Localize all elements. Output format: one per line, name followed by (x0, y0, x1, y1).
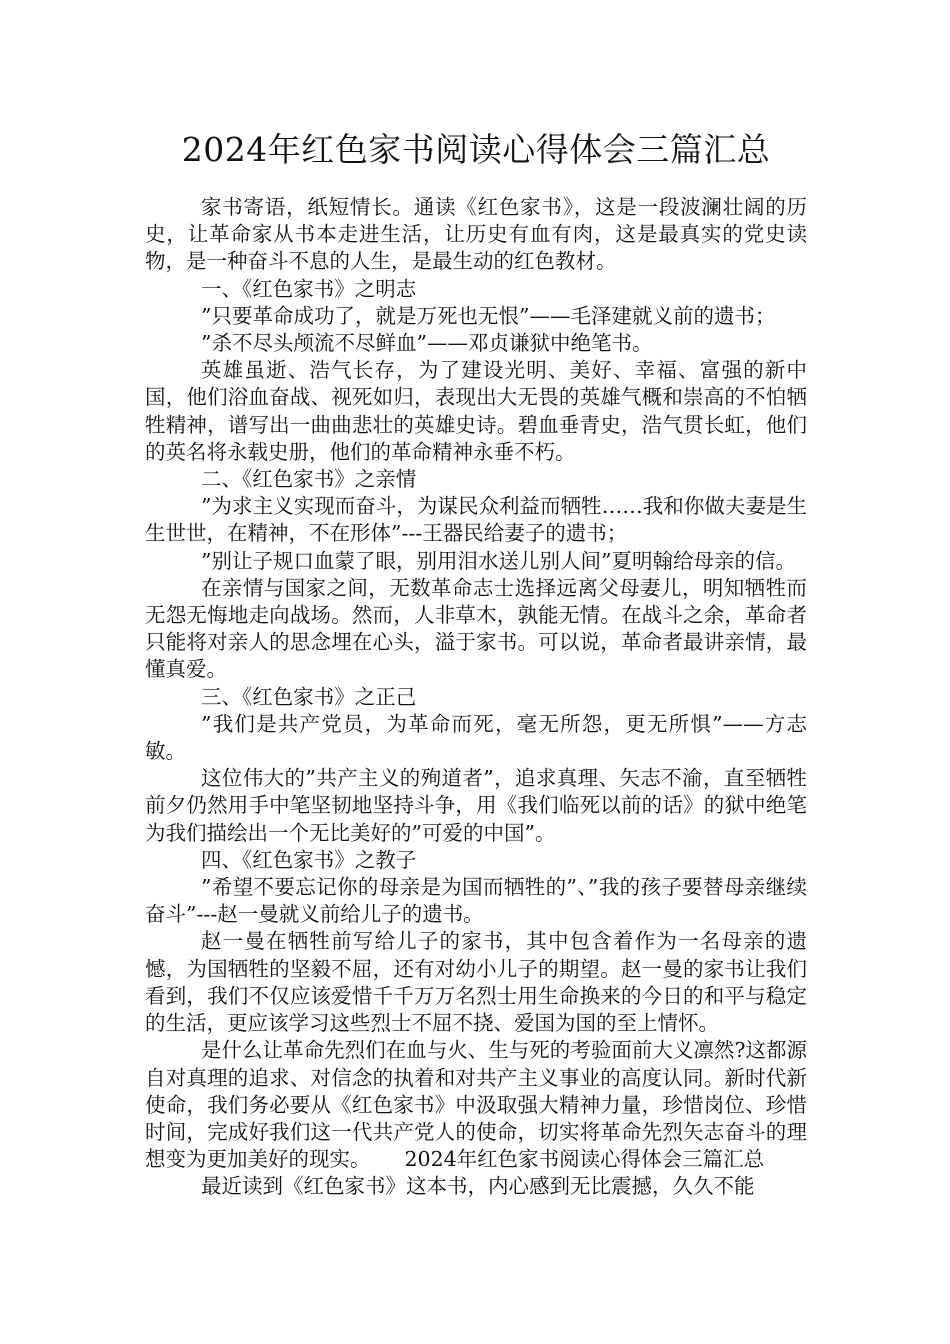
body-paragraph-conclusion (145, 1037, 807, 1173)
body-paragraph: 这位伟大的”共产主义的殉道者”，追求真理、矢志不渝，直至牺牲前夕仍然用手中笔坚韧地坚持斗争，用《我们临死以前的话》的狱中绝笔为我们描绘出一个无比美好的”可爱的中国”。 (145, 766, 807, 845)
quote-paragraph: ”希望不要忘记你的母亲是为国而牺牲的”、”我的孩子要替母亲继续奋斗”---赵一曼就义前给儿子的遗书。 (145, 875, 807, 927)
heading-section-4: 四、《红色家书》之教子 (201, 847, 417, 872)
document-page (145, 128, 807, 1201)
quote-paragraph: ”只要革命成功了，就是万死也无恨”——毛泽建就义前的遗书； (201, 303, 776, 328)
quote-paragraph: ”为求主义实现而奋斗，为谋民众利益而牺牲……我和你做夫妻是生生世世，在精神，不在形体”---王器民给妻子的遗书； (145, 494, 807, 546)
body-paragraph: 在亲情与国家之间，无数革命志士选择远离父母妻儿，明知牺牲而无怨无悔地走向战场。然而，人非草木，孰能无情。在战斗之余，革命者只能将对亲人的思念埋在心头，溢于家书。可以说，革命者最讲亲情，最懂真爱。 (145, 575, 807, 682)
conclusion-text: 是什么让革命先烈们在血与火、生与死的考验面前大义凛然?这都源自对真理的追求、对信念的执着和对共产主义事业的高度认同。新时代新使命，我们务必要从《红色家书》中汲取强大精神力量，珍惜岗位、珍惜时间，完成好我们这一代共产党人的使命，切实将革命先烈矢志奋斗的理想变为更加美好的现实。 (145, 1038, 807, 1172)
body-paragraph: 英雄虽逝、浩气长存，为了建设光明、美好、幸福、富强的新中国，他们浴血奋战、视死如归，表现出大无畏的英雄气概和崇高的不怕牺牲精神，谱写出一曲曲悲壮的英雄史诗。碧血垂青史，浩气贯长虹，他们的英名将永载史册，他们的革命精神永垂不朽。 (145, 358, 807, 464)
body-paragraph: 赵一曼在牺牲前写给儿子的家书，其中包含着作为一名母亲的遗憾，为国牺牲的坚毅不屈，还有对幼小儿子的期望。赵一曼的家书让我们看到，我们不仅应该爱惜千千万万名烈士用生命换来的今日的和平与稳定的生活，更应该学习这些烈士不屈不挠、爱国为国的至上情怀。 (145, 929, 807, 1036)
repeated-title: 2024年红色家书阅读心得体会三篇汇总 (404, 1147, 765, 1172)
heading-section-2: 二、《红色家书》之亲情 (201, 467, 417, 492)
quote-paragraph: ”杀不尽头颅流不尽鲜血”——邓贞谦狱中绝笔书。 (201, 331, 653, 356)
quote-paragraph: ”我们是共产党员，为革命而死，毫无所怨，更无所惧”——方志敏。 (145, 711, 807, 764)
quote-paragraph: ”别让子规口血蒙了眼，别用泪水送儿别人间”夏明翰给母亲的信。 (201, 548, 796, 573)
heading-section-1: 一、《红色家书》之明志 (201, 276, 417, 301)
paragraph-intro: 家书寄语，纸短情长。通读《红色家书》，这是一段波澜壮阔的历史，让革命家从书本走进生活，让历史有血有肉，这是最真实的党史读物，是一种奋斗不息的人生，是最生动的红色教材。 (145, 195, 807, 274)
body-paragraph-next: 最近读到《红色家书》这本书，内心感到无比震撼，久久不能 (201, 1174, 755, 1199)
heading-section-3: 三、《红色家书》之正己 (201, 684, 417, 709)
document-title: 2024年红色家书阅读心得体会三篇汇总 (181, 130, 771, 169)
